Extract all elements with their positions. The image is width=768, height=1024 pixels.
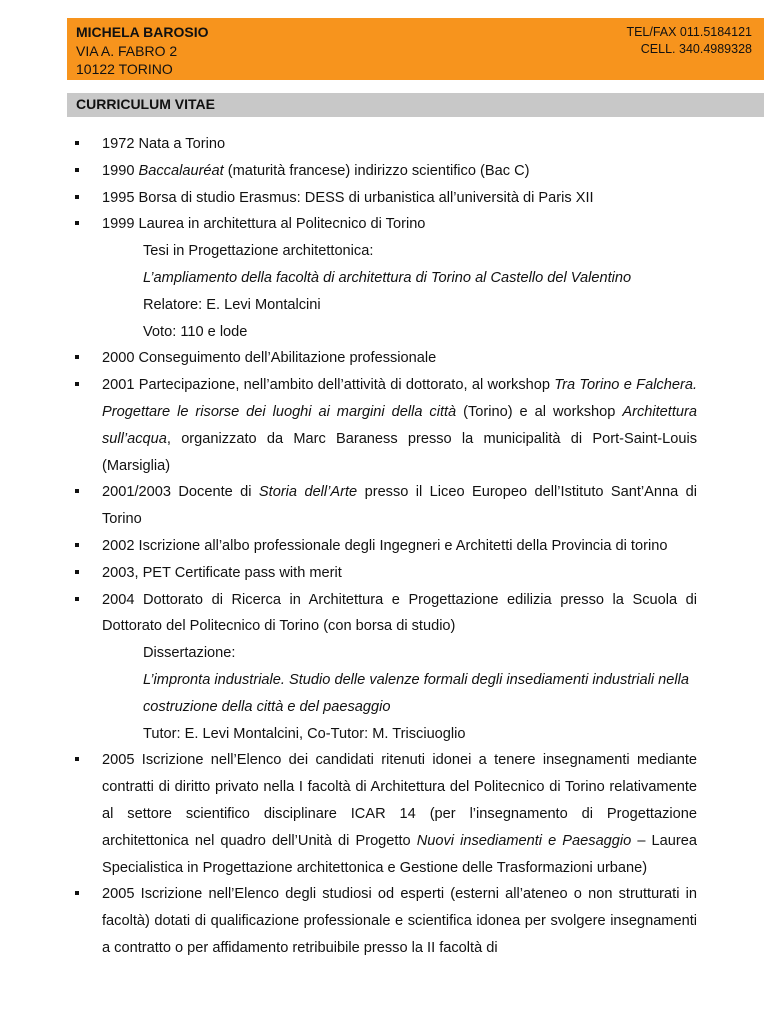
bullet-icon <box>75 141 79 145</box>
bullet-icon <box>75 597 79 601</box>
item-text: 1995 Borsa di studio Erasmus: DESS di urbanistica all’università di Paris XII <box>102 189 594 206</box>
person-name: MICHELA BAROSIO <box>76 24 209 40</box>
list-item <box>73 372 697 479</box>
item-subline: Relatore: E. Levi Montalcini <box>143 296 321 313</box>
bullet-icon <box>75 355 79 359</box>
list-item <box>73 131 697 158</box>
list-item <box>73 211 697 345</box>
item-text: (maturità francese) indirizzo scientifico (Bac C) <box>223 162 530 179</box>
item-text: , organizzato da Marc Baraness presso la municipalità di Port-Saint-Louis (Marsiglia) <box>102 430 697 474</box>
item-text: 2002 Iscrizione all’albo professionale degli Ingegneri e Architetti della Provincia di torino <box>102 537 668 554</box>
item-italic: Nuovi insediamenti e Paesaggio <box>416 832 632 849</box>
thesis-title: L’ampliamento della facoltà di architettura di Torino al Castello del Valentino <box>143 269 632 286</box>
list-item <box>73 587 697 748</box>
item-italic: Baccalauréat <box>138 162 224 179</box>
section-title: CURRICULUM VITAE <box>67 93 764 117</box>
item-text: (Torino) e al workshop <box>456 403 623 420</box>
bullet-icon <box>75 168 79 172</box>
list-item <box>73 881 697 961</box>
item-subline: Dissertazione: <box>143 645 236 662</box>
item-text: 2000 Conseguimento dell’Abilitazione professionale <box>102 350 437 367</box>
bullet-icon <box>75 382 79 386</box>
header-contact-left <box>76 23 208 79</box>
dissertation-title: L’impronta industriale. Studio delle valenze formali degli insediamenti industriali nella costruzione della città e del paesaggio <box>143 671 689 715</box>
item-text: – Laurea Specialistica in Progettazione architettonica e Gestione delle Trasformazioni urbane) <box>102 832 697 876</box>
cv-list <box>73 131 697 962</box>
bullet-icon <box>75 195 79 199</box>
list-item <box>73 560 697 587</box>
bullet-icon <box>75 543 79 547</box>
bullet-icon <box>75 570 79 574</box>
item-text: presso il Liceo Europeo dell’Istituto Sant’Anna di Torino <box>102 484 698 528</box>
header-contact-right <box>626 24 752 58</box>
list-item <box>73 533 697 560</box>
item-text: 1972 Nata a Torino <box>102 136 226 152</box>
item-text: 2005 Iscrizione nell’Elenco dei candidati ritenuti idonei a tenere insegnamenti mediante contratti di diritto privato nella I facoltà di Architettura del Politecnico di Torino relativamente al settore scientifico disciplinare ICAR 14 (per l’insegnamento di Progettazione architettonica nel quadro dell’Unità di Progetto <box>102 752 697 849</box>
item-italic: Architettura sull’acqua <box>102 403 697 447</box>
item-subline: Voto: 110 e lode <box>143 323 248 340</box>
item-text: 1990 <box>102 162 139 179</box>
bullet-icon <box>75 757 79 761</box>
bullet-icon <box>75 489 79 493</box>
item-subline: Tutor: E. Levi Montalcini, Co-Tutor: M. Trisciuoglio <box>143 725 466 742</box>
item-italic: Tra Torino e Falchera. Progettare le risorse dei luoghi ai margini della città <box>102 377 697 420</box>
item-italic: Storia dell’Arte <box>258 484 358 501</box>
list-item <box>73 345 697 372</box>
item-text: 2005 Iscrizione nell’Elenco degli studiosi od esperti (esterni all’ateneo o non strutturati in facoltà) dotati di qualificazione professionale e scientifica idonea per svolgere insegnamenti a contratto o per affidamento retribuibile presso la II facoltà di <box>102 886 697 956</box>
bullet-icon <box>75 221 79 225</box>
tel-fax: TEL/FAX 011.5184121 <box>626 25 752 39</box>
cell-phone: CELL. 340.4989328 <box>640 42 752 56</box>
list-item <box>73 479 697 533</box>
cv-header <box>67 18 764 80</box>
item-text: 2003, PET Certificate pass with merit <box>102 564 342 581</box>
list-item <box>73 185 697 212</box>
item-text: 2004 Dottorato di Ricerca in Architettura e Progettazione edilizia presso la Scuola di Dottorato del Politecnico di Torino (con borsa di studio) <box>102 591 697 635</box>
list-item <box>73 747 697 881</box>
item-text: 1999 Laurea in architettura al Politecnico di Torino <box>102 216 426 233</box>
address-line: VIA A. FABRO 2 <box>76 42 178 59</box>
item-text: 2001 Partecipazione, nell’ambito dell’attività di dottorato, al workshop <box>102 377 555 394</box>
bullet-icon <box>75 891 79 895</box>
list-item <box>73 158 697 185</box>
item-text: 2001/2003 Docente di <box>102 484 259 501</box>
city-line: 10122 TORINO <box>76 61 173 77</box>
item-subline: Tesi in Progettazione architettonica: <box>143 243 374 260</box>
